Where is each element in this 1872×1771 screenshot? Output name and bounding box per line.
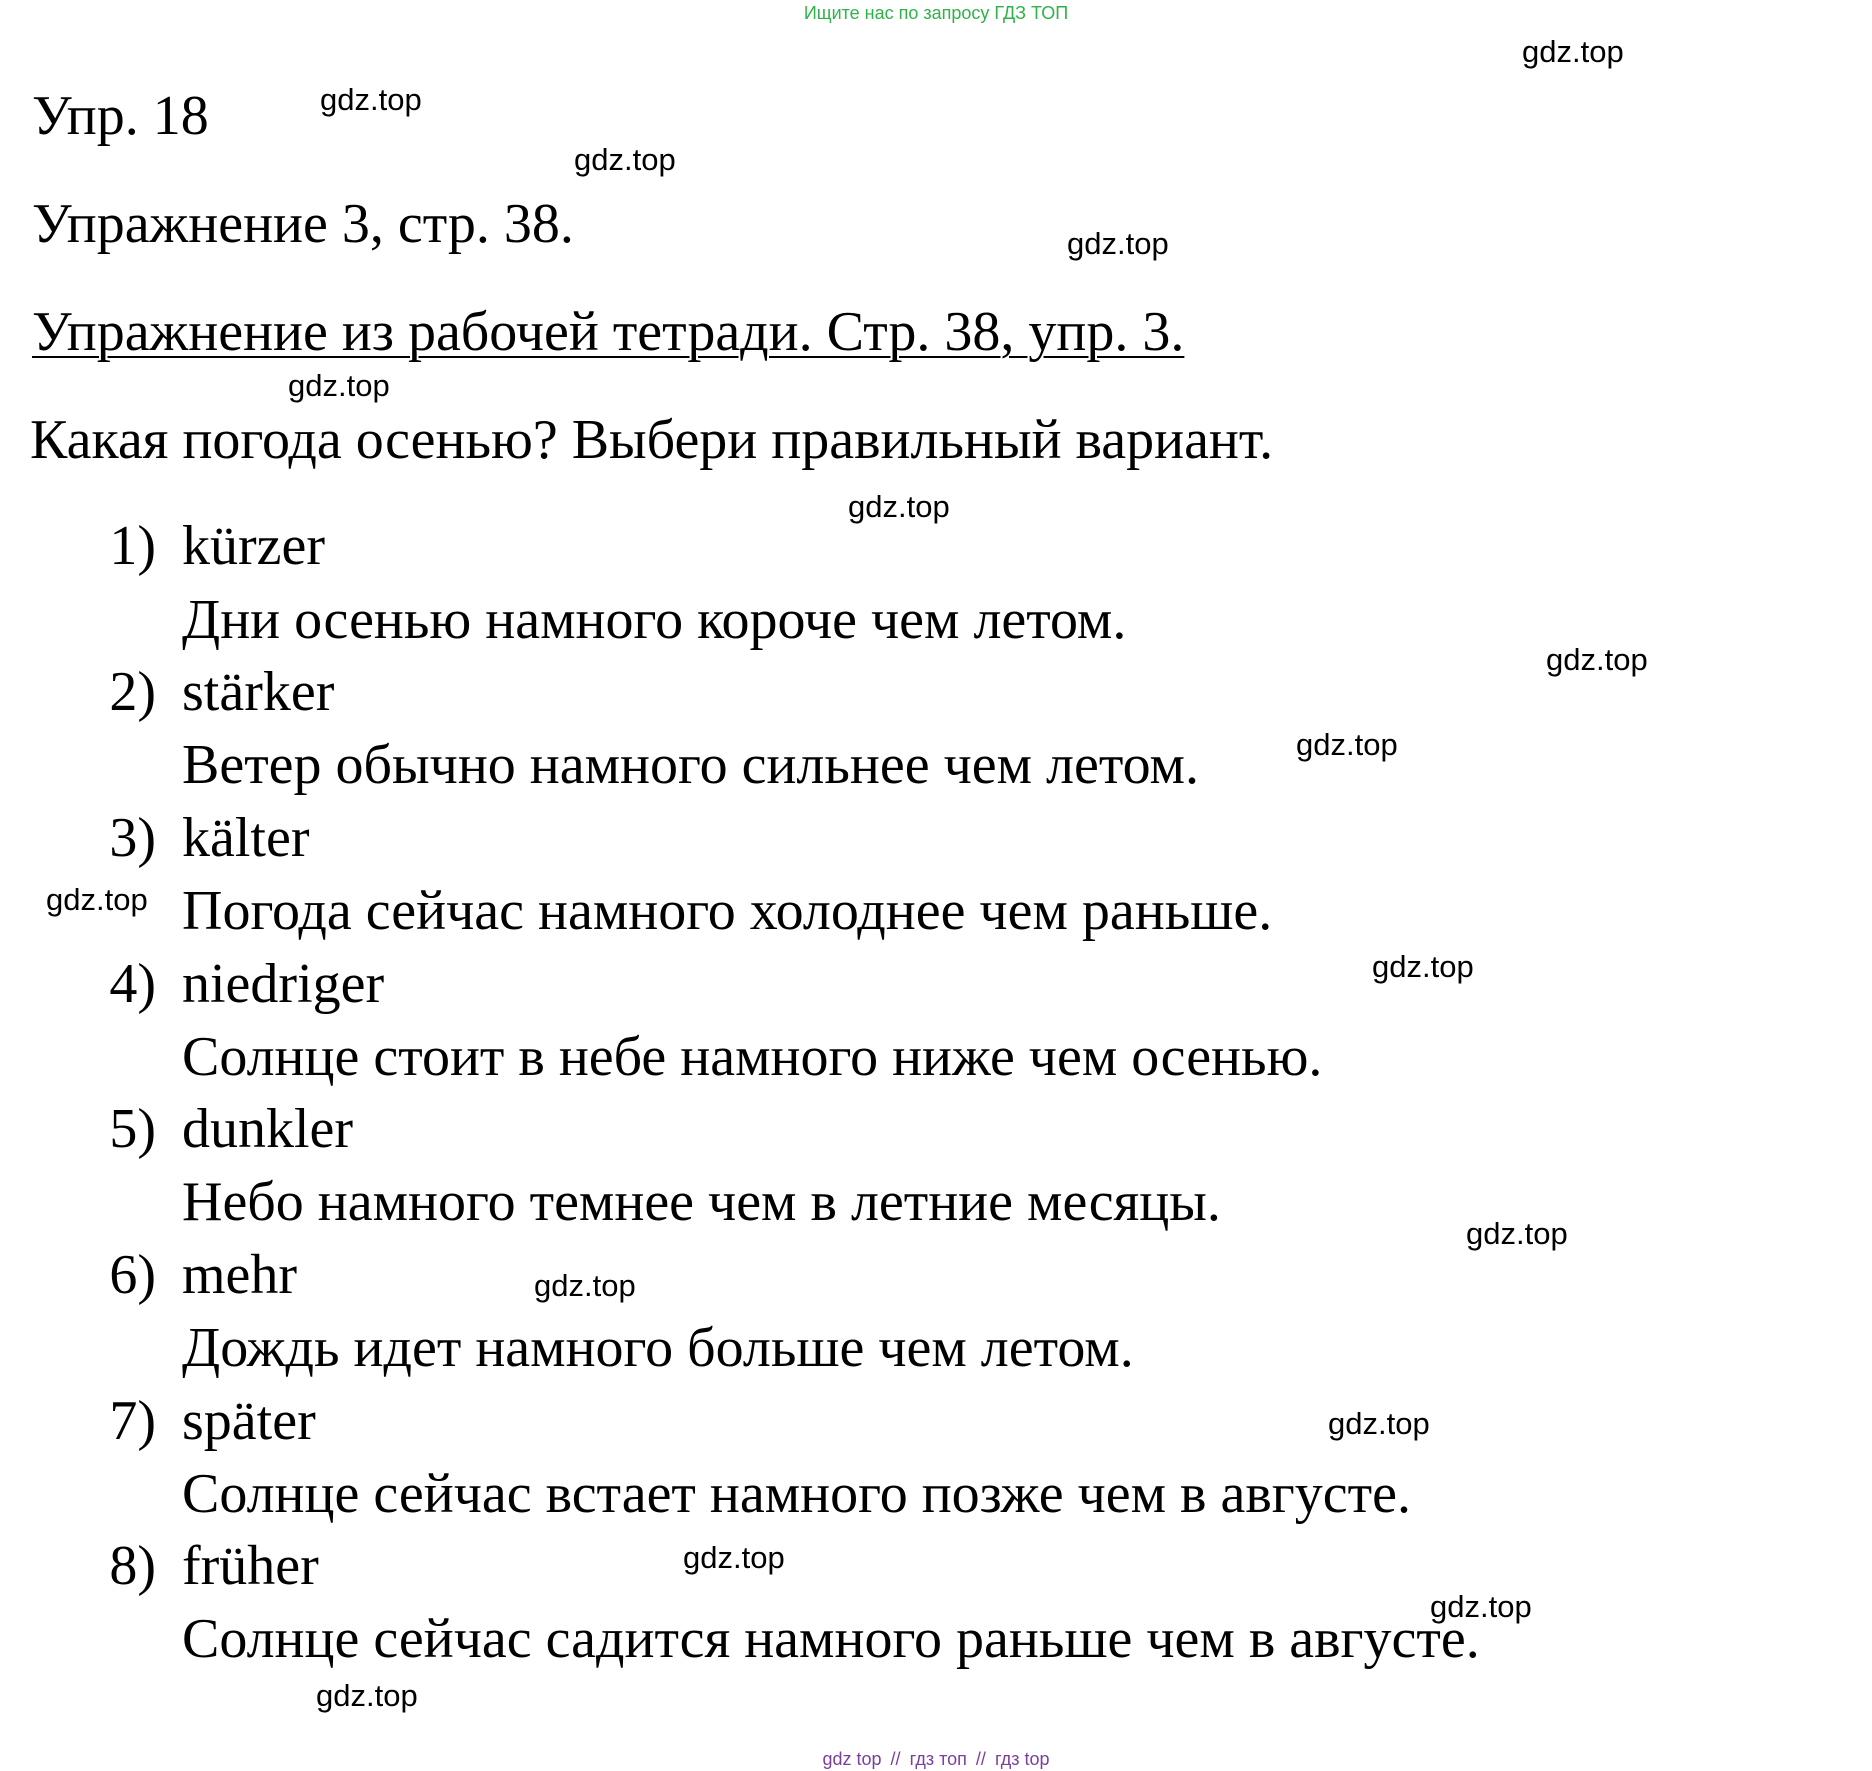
- item-word: niedriger: [182, 953, 385, 1015]
- item-word: später: [182, 1390, 316, 1452]
- watermark: gdz.top: [534, 1268, 636, 1303]
- item-number: 1): [109, 515, 156, 577]
- item-word: stärker: [182, 661, 335, 723]
- workbook-title: Упражнение из рабочей тетради. Стр. 38, упр. 3.: [32, 301, 1185, 363]
- footer-link-gdz-top[interactable]: gdz top: [822, 1749, 882, 1769]
- item-translation: Дни осенью намного короче чем летом.: [182, 589, 1127, 651]
- item-translation: Солнце сейчас садится намного раньше чем в августе.: [182, 1608, 1480, 1670]
- item-translation: Небо намного темнее чем в летние месяцы.: [182, 1171, 1221, 1233]
- item-number: 2): [109, 661, 156, 723]
- footer-link-gdz-top-ru[interactable]: гдз топ: [909, 1749, 967, 1769]
- watermark: gdz.top: [1328, 1406, 1430, 1441]
- item-translation: Погода сейчас намного холоднее чем раньше.: [182, 880, 1273, 942]
- item-word: dunkler: [182, 1098, 354, 1160]
- item-number: 5): [109, 1098, 156, 1160]
- watermark: gdz.top: [288, 368, 390, 403]
- watermark: gdz.top: [1296, 727, 1398, 762]
- watermark: gdz.top: [46, 882, 148, 917]
- exercise-title: Упр. 18: [32, 85, 209, 147]
- watermark: gdz.top: [683, 1540, 785, 1575]
- item-word: kälter: [182, 807, 310, 869]
- watermark: gdz.top: [320, 82, 422, 117]
- watermark: gdz.top: [1372, 949, 1474, 984]
- footer: [0, 1748, 1872, 1770]
- task-text: Какая погода осенью? Выбери правильный вариант.: [30, 409, 1274, 471]
- watermark: gdz.top: [848, 489, 950, 524]
- watermark: gdz.top: [1522, 34, 1624, 69]
- banner-text: Ищите нас по запросу ГДЗ ТОП: [803, 3, 1069, 23]
- footer-separator: //: [890, 1749, 901, 1769]
- subexercise-title: Упражнение 3, стр. 38.: [32, 193, 574, 255]
- item-number: 8): [109, 1535, 156, 1597]
- item-number: 6): [109, 1244, 156, 1306]
- item-number: 3): [109, 807, 156, 869]
- item-translation: Солнце сейчас встает намного позже чем в августе.: [182, 1463, 1411, 1525]
- item-translation: Дождь идет намного больше чем летом.: [182, 1317, 1134, 1379]
- top-banner: [0, 2, 1872, 24]
- item-word: kürzer: [182, 515, 326, 577]
- watermark: gdz.top: [1546, 642, 1648, 677]
- watermark: gdz.top: [316, 1678, 418, 1713]
- watermark: gdz.top: [1430, 1589, 1532, 1624]
- item-number: 4): [109, 953, 156, 1015]
- footer-link-gdz-top-mixed[interactable]: гдз top: [994, 1749, 1050, 1769]
- watermark: gdz.top: [1067, 226, 1169, 261]
- item-translation: Ветер обычно намного сильнее чем летом.: [182, 734, 1199, 796]
- item-number: 7): [109, 1390, 156, 1452]
- item-word: mehr: [182, 1244, 298, 1306]
- item-word: früher: [182, 1535, 319, 1597]
- item-translation: Солнце стоит в небе намного ниже чем осенью.: [182, 1026, 1323, 1088]
- footer-separator: //: [975, 1749, 986, 1769]
- watermark: gdz.top: [574, 142, 676, 177]
- watermark: gdz.top: [1466, 1216, 1568, 1251]
